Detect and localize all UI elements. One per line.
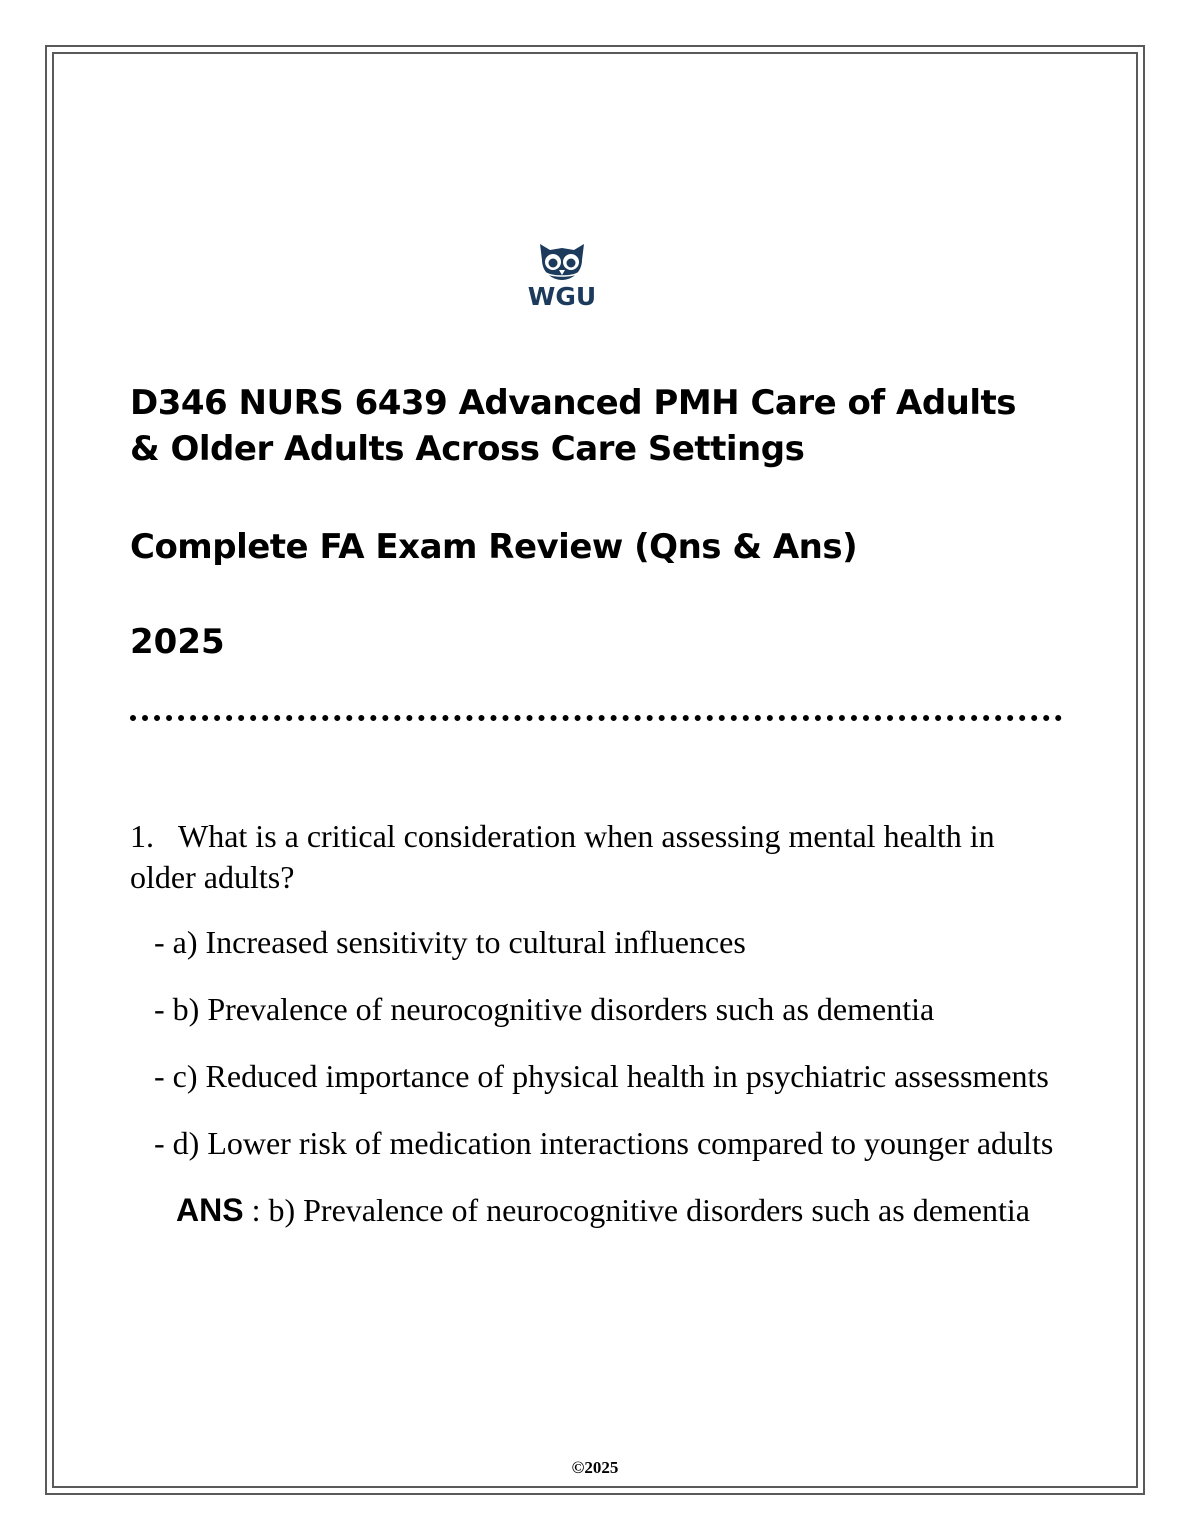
document-title <box>130 380 1090 472</box>
option-text: Reduced importance of physical health in psychiatric assessments <box>205 1058 1049 1094</box>
document-year: 2025 <box>130 622 225 662</box>
answer-text: : b) Prevalence of neurocognitive disorders such as dementia <box>251 1192 1030 1228</box>
question-number: 1. <box>130 818 154 854</box>
option-label: - a) <box>154 924 198 960</box>
dotted-divider <box>130 713 1062 721</box>
option-label: - d) <box>154 1125 200 1161</box>
title-line-2: & Older Adults Across Care Settings <box>130 429 805 469</box>
option-text: Lower risk of medication interactions compared to younger adults <box>207 1125 1054 1161</box>
option-text: Increased sensitivity to cultural influences <box>205 924 746 960</box>
copyright-footer: ©2025 <box>571 1458 619 1477</box>
option-label: - b) <box>154 991 200 1027</box>
answer-label: ANS <box>176 1192 244 1228</box>
option-b <box>130 989 1060 1030</box>
title-line-1: D346 NURS 6439 Advanced PMH Care of Adults <box>130 383 1017 423</box>
owl-icon <box>514 240 610 284</box>
option-a <box>130 922 1060 963</box>
answer <box>130 1190 1060 1231</box>
document-subtitle: Complete FA Exam Review (Qns & Ans) <box>130 527 858 567</box>
question-text: What is a critical consideration when assessing mental health in older adults? <box>130 818 995 895</box>
logo-text: WGU <box>527 282 597 311</box>
option-c <box>130 1056 1060 1097</box>
question-1 <box>130 816 1060 1231</box>
question-stem <box>130 816 1060 898</box>
option-text: Prevalence of neurocognitive disorders such as dementia <box>207 991 935 1027</box>
option-label: - c) <box>154 1058 198 1094</box>
option-d <box>130 1123 1060 1164</box>
wgu-logo <box>514 240 610 316</box>
